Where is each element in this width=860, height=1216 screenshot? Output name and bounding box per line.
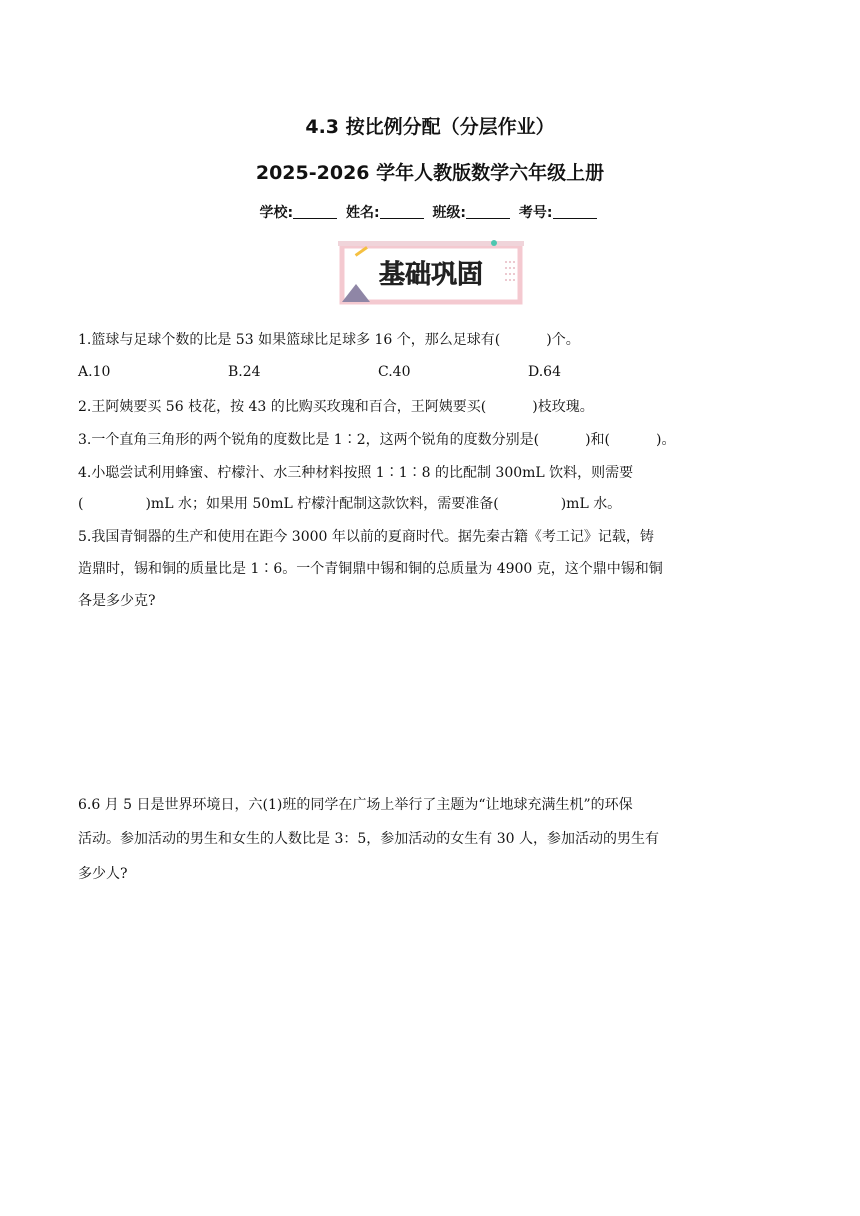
school-blank — [293, 204, 337, 219]
worksheet-subtitle: 2025-2026 学年人教版数学六年级上册 — [255, 162, 605, 184]
question-4-text-end: )mL 水。 — [560, 496, 622, 512]
name-blank — [380, 204, 424, 219]
name-label: 姓名: — [345, 205, 380, 221]
question-6-line-3: 多少人? — [78, 866, 128, 882]
question-3 — [78, 430, 676, 450]
question-4-line-1: 4.小聪尝试利用蜂蜜、柠檬汁、水三种材料按照 1∶1∶8 的比配制 300mL 饮料，则需要 — [78, 465, 634, 481]
question-5-line-3: 各是多少克? — [78, 593, 156, 609]
question-4-line-2 — [78, 494, 621, 514]
exam-number-label: 考号: — [518, 205, 553, 221]
question-6-line-1: 6.6 月 5 日是世界环境日，六(1)班的同学在广场上举行了主题为“让地球充满生机”的环保 — [78, 797, 633, 813]
question-1 — [78, 330, 580, 350]
question-3-text-mid: )和( — [585, 432, 611, 448]
option-d: D.64 — [528, 364, 561, 380]
class-blank — [466, 204, 510, 219]
question-4-text: )mL 水；如果用 50mL 柠檬汁配制这款饮料，需要准备( — [145, 496, 499, 512]
question-2-text: 2.王阿姨要买 56 枝花，按 43 的比购买玫瑰和百合，王阿姨要买( — [78, 399, 487, 415]
worksheet-title: 4.3 按比例分配（分层作业） — [305, 116, 555, 138]
question-1-text-end: )个。 — [546, 332, 580, 348]
banner-title: 基础巩固 — [378, 260, 484, 290]
question-6-line-2: 活动。参加活动的男生和女生的人数比是 3：5，参加活动的女生有 30 人，参加活动的男生有 — [78, 831, 659, 847]
banner-dot-icon — [491, 240, 497, 246]
option-a: A.10 — [78, 364, 111, 380]
exam-number-blank — [553, 204, 597, 219]
question-3-text-end: )。 — [656, 432, 676, 448]
question-3-text: 3.一个直角三角形的两个锐角的度数比是 1∶2，这两个锐角的度数分别是( — [78, 432, 540, 448]
student-info-row — [0, 202, 860, 222]
question-5-line-2: 造鼎时，锡和铜的质量比是 1∶6。一个青铜鼎中锡和铜的总质量为 4900 克，这个鼎中锡和铜 — [78, 561, 663, 577]
section-banner — [334, 238, 528, 308]
question-2-text-end: )枝玫瑰。 — [532, 399, 594, 415]
question-2 — [78, 397, 594, 417]
school-label: 学校: — [259, 205, 294, 221]
option-c: C.40 — [378, 364, 411, 380]
question-5-line-1: 5.我国青铜器的生产和使用在距今 3000 年以前的夏商时代。据先秦古籍《考工记》记载，铸 — [78, 529, 654, 545]
question-4-open-paren: ( — [78, 496, 84, 512]
question-1-text: 1.篮球与足球个数的比是 53 如果篮球比足球多 16 个，那么足球有( — [78, 332, 501, 348]
class-label: 班级: — [432, 205, 467, 221]
option-b: B.24 — [228, 364, 261, 380]
